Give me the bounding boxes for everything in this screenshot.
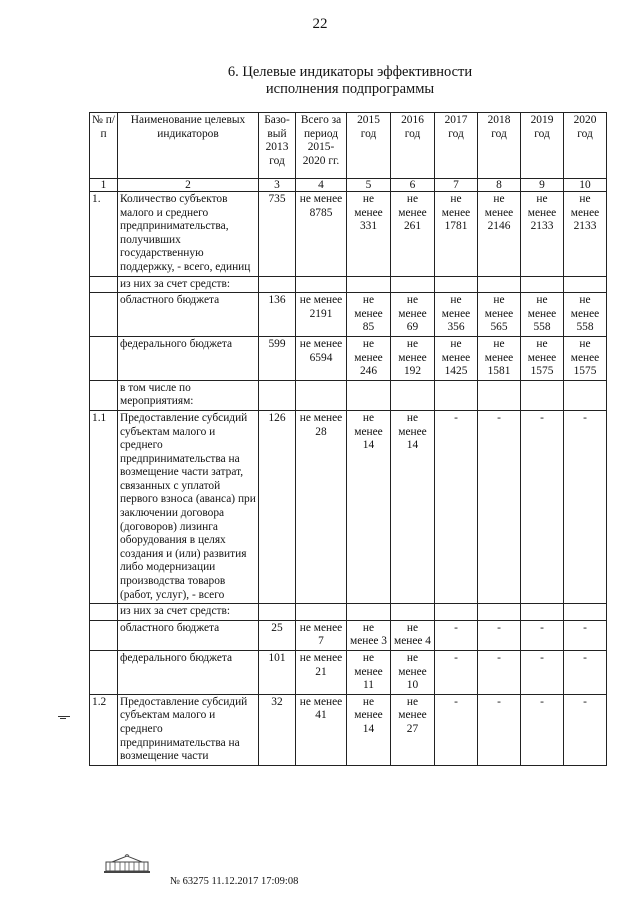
indicator-name: областного бюджета [118, 293, 259, 337]
value-cell: не менее 558 [521, 293, 564, 337]
value-cell [521, 651, 564, 695]
value-cell: не менее 331 [347, 192, 391, 277]
column-number: 10 [564, 179, 607, 192]
row-number [90, 276, 118, 293]
value-cell: 25 [259, 620, 296, 650]
value-cell: не менее 192 [391, 336, 435, 380]
emblem-icon [104, 854, 150, 879]
value-cell: не менее 8785 [296, 192, 347, 277]
value-cell [259, 276, 296, 293]
value-cell: не менее 1425 [435, 336, 478, 380]
table-header-row [90, 113, 607, 179]
header-cell: 2018 год [478, 113, 521, 179]
value-cell [521, 276, 564, 293]
value-cell: 599 [259, 336, 296, 380]
value-cell [391, 276, 435, 293]
header-cell: 2015 год [347, 113, 391, 179]
value-cell [478, 651, 521, 695]
header-cell: Всего за период 2015-2020 гг. [296, 113, 347, 179]
value-cell [564, 651, 607, 695]
value-cell: не менее 261 [391, 192, 435, 277]
dash-value: - [454, 411, 458, 424]
dash-value: - [454, 652, 458, 664]
value-cell [521, 620, 564, 650]
value-cell: не менее 7 [296, 620, 347, 650]
table-row [90, 604, 607, 621]
value-cell: не менее 2133 [564, 192, 607, 277]
table-body [90, 192, 607, 766]
row-number: 1.1 [90, 410, 118, 603]
header-cell: Базо-вый 2013 год [259, 113, 296, 179]
value-cell: не менее 6594 [296, 336, 347, 380]
table-row [90, 620, 607, 650]
value-cell [478, 604, 521, 621]
dash-value: - [497, 621, 501, 634]
value-cell [296, 380, 347, 410]
table-row [90, 410, 607, 603]
value-cell [435, 410, 478, 603]
value-cell [296, 276, 347, 293]
row-number [90, 293, 118, 337]
scan-mark [60, 718, 66, 719]
header-cell: № п/п [90, 113, 118, 179]
column-number: 3 [259, 179, 296, 192]
value-cell: не менее 27 [391, 694, 435, 765]
value-cell: не менее 3 [347, 620, 391, 650]
column-number: 8 [478, 179, 521, 192]
value-cell [435, 604, 478, 621]
table-row [90, 694, 607, 765]
value-cell [435, 276, 478, 293]
row-number: 1.2 [90, 694, 118, 765]
row-number [90, 336, 118, 380]
value-cell [391, 604, 435, 621]
column-number: 9 [521, 179, 564, 192]
indicator-name: федерального бюджета [118, 336, 259, 380]
indicator-name: областного бюджета [118, 620, 259, 650]
dash-value: - [497, 411, 501, 424]
indicator-name: из них за счет средств: [118, 604, 259, 621]
table-row [90, 651, 607, 695]
value-cell [391, 380, 435, 410]
indicator-name: в том числе по мероприятиям: [118, 380, 259, 410]
value-cell: не менее 4 [391, 620, 435, 650]
value-cell: не менее 69 [391, 293, 435, 337]
heading-line-2: исполнения подпрограммы [265, 81, 435, 97]
column-number: 5 [347, 179, 391, 192]
value-cell: не менее 565 [478, 293, 521, 337]
indicator-name: Предоставление субсидий субъектам малого и среднего предпринимательства на возмещение части [118, 694, 259, 765]
row-number: 1. [90, 192, 118, 277]
column-number-row [90, 179, 607, 192]
dash-value: - [540, 695, 544, 708]
value-cell: 136 [259, 293, 296, 337]
dash-value: - [454, 621, 458, 634]
value-cell: не менее 2191 [296, 293, 347, 337]
value-cell: не менее 246 [347, 336, 391, 380]
dash-value: - [497, 652, 501, 664]
value-cell [435, 620, 478, 650]
value-cell [478, 620, 521, 650]
document-stamp: № 63275 11.12.2017 17:09:08 [170, 876, 299, 887]
header-cell: 2019 год [521, 113, 564, 179]
value-cell: 32 [259, 694, 296, 765]
dash-value: - [497, 695, 501, 708]
value-cell [478, 694, 521, 765]
indicator-name: федерального бюджета [118, 651, 259, 695]
header-cell: 2017 год [435, 113, 478, 179]
column-number: 1 [90, 179, 118, 192]
value-cell: не менее 558 [564, 293, 607, 337]
value-cell [347, 604, 391, 621]
indicators-table [89, 112, 607, 766]
value-cell [521, 604, 564, 621]
value-cell [259, 604, 296, 621]
row-number [90, 604, 118, 621]
dash-value: - [583, 621, 587, 634]
value-cell: 735 [259, 192, 296, 277]
value-cell [564, 620, 607, 650]
page-number: 22 [312, 16, 328, 32]
value-cell [347, 380, 391, 410]
value-cell [478, 380, 521, 410]
value-cell [435, 651, 478, 695]
value-cell: не менее 1575 [521, 336, 564, 380]
header-cell: Наименование целевых индикаторов [118, 113, 259, 179]
header-cell: 2016 год [391, 113, 435, 179]
dash-value: - [540, 411, 544, 424]
value-cell [564, 276, 607, 293]
value-cell: не менее 14 [347, 410, 391, 603]
table-row [90, 192, 607, 277]
value-cell: не менее 85 [347, 293, 391, 337]
value-cell: не менее 356 [435, 293, 478, 337]
value-cell: не менее 1581 [478, 336, 521, 380]
row-number [90, 380, 118, 410]
value-cell [296, 604, 347, 621]
value-cell: не менее 11 [347, 651, 391, 695]
value-cell: 101 [259, 651, 296, 695]
scan-mark [58, 716, 70, 717]
dash-value: - [583, 652, 587, 664]
value-cell: не менее 14 [391, 410, 435, 603]
header-cell: 2020 год [564, 113, 607, 179]
table-row [90, 293, 607, 337]
table-row [90, 276, 607, 293]
column-number: 2 [118, 179, 259, 192]
value-cell [564, 380, 607, 410]
value-cell [435, 380, 478, 410]
indicator-name: из них за счет средств: [118, 276, 259, 293]
column-number: 4 [296, 179, 347, 192]
value-cell: не менее 10 [391, 651, 435, 695]
value-cell [347, 276, 391, 293]
value-cell [521, 410, 564, 603]
dash-value: - [540, 652, 544, 664]
value-cell [478, 410, 521, 603]
value-cell: не менее 41 [296, 694, 347, 765]
heading-line-1: 6. Целевые индикаторы эффективности [227, 64, 473, 80]
dash-value: - [454, 695, 458, 708]
value-cell: не менее 14 [347, 694, 391, 765]
row-number [90, 620, 118, 650]
column-number: 6 [391, 179, 435, 192]
dash-value: - [583, 695, 587, 708]
column-number: 7 [435, 179, 478, 192]
value-cell [478, 276, 521, 293]
value-cell [259, 380, 296, 410]
value-cell: не менее 2133 [521, 192, 564, 277]
table-row [90, 336, 607, 380]
value-cell: не менее 1575 [564, 336, 607, 380]
value-cell [564, 604, 607, 621]
value-cell [521, 380, 564, 410]
table-row [90, 380, 607, 410]
indicator-name: Количество субъектов малого и среднего предпринимательства, получивших государственную поддержку, - всего, единиц [118, 192, 259, 277]
value-cell [564, 410, 607, 603]
value-cell: 126 [259, 410, 296, 603]
value-cell: не менее 1781 [435, 192, 478, 277]
indicator-name: Предоставление субсидий субъектам малого и среднего предпринимательства на возмещение части затрат, связанных с уплатой первого взноса (аванса) при заключении договора (договоров) лизинга оборудования в целях создания и (или) развития либо модернизации производства товаров (работ, услуг), - всего [118, 410, 259, 603]
value-cell [521, 694, 564, 765]
value-cell: не менее 21 [296, 651, 347, 695]
dash-value: - [583, 411, 587, 424]
value-cell: не менее 28 [296, 410, 347, 603]
section-heading [120, 64, 580, 98]
value-cell [564, 694, 607, 765]
value-cell: не менее 2146 [478, 192, 521, 277]
value-cell [435, 694, 478, 765]
row-number [90, 651, 118, 695]
dash-value: - [540, 621, 544, 634]
